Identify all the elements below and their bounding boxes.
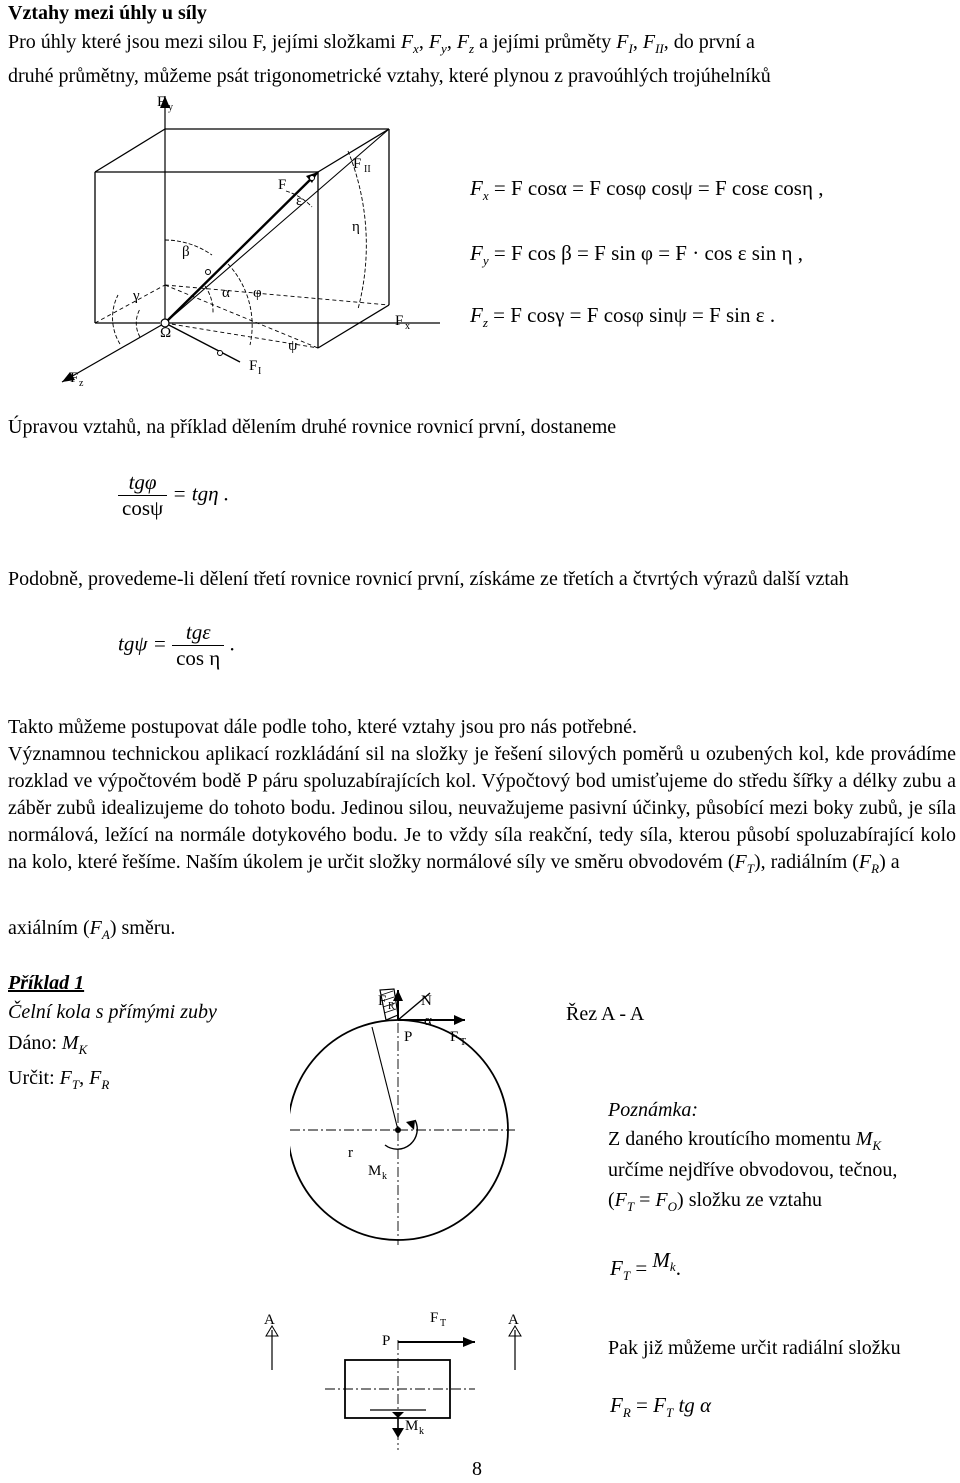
svg-text:T: T: [460, 1037, 467, 1048]
fy-symbol: $F_y$: [428, 31, 447, 56]
section-label-rez: Řez A - A: [566, 1003, 645, 1025]
g-p: P: [404, 1029, 413, 1045]
example-subtitle: Čelní kola s přímými zuby: [8, 1001, 217, 1023]
sec-a-left: A: [264, 1312, 275, 1328]
label-fz: F: [70, 370, 79, 386]
fii-symbol: $F_{II}$: [642, 31, 664, 56]
formula-ft: $F_T = M^k$.: [610, 1248, 681, 1283]
page-number: 8: [472, 1458, 482, 1480]
note-line-1: Z daného kroutícího momentu $M_K$: [608, 1128, 882, 1153]
label-epsilon: ε: [296, 193, 303, 209]
note-title: Poznámka:: [608, 1099, 698, 1121]
intro-text-3: , do první a: [663, 31, 755, 53]
equation-fz: $F_z = F$ cosγ = F cosφ sinψ = F sin ε .: [470, 303, 776, 330]
sec-ft: F: [430, 1310, 439, 1326]
paragraph-takto-3: axiálním $(F_A)$ směru.: [8, 917, 176, 942]
paragraph-takto-1: Takto můžeme postupovat dále podle toho, které vztahy jsou pro nás potřebné.: [8, 716, 637, 738]
fz-symbol: $F_z$: [456, 31, 475, 56]
g-fr: F: [378, 993, 387, 1009]
label-fi-sub: I: [258, 366, 262, 377]
fi-symbol: $F_I$: [616, 31, 633, 56]
svg-text:k: k: [419, 1426, 424, 1437]
label-omega: Ω: [160, 325, 172, 341]
sec-p: P: [382, 1333, 391, 1349]
paragraph-takto-2: Významnou technickou aplikací rozkládání sil na složky je řešení silových poměrů u ozubených kol, kde provádíme rozklad ve výpočtovém bodě P páru spoluzabírajících kol. Výpočtový bod umisťujeme do středu šířky a délky zubu a záběr zubů idealizujeme do tohoto bodu. Jedinou silou, neuvažujeme pasivní účinky, působící mezi boky zubů, je síla normálová, ležící na normále dotykového bodu. Je to vždy síla reakční, tedy síla, kterou působí spoluzabírající kolo na kolo, které řešíme. Naším úkolem je určit složky normálové síly ve směru obvodovém $(F_T)$, radiálním $(F_R)$ a: [8, 743, 956, 876]
g-mk: M: [368, 1163, 382, 1179]
sec-mk: M: [405, 1418, 419, 1434]
paragraph-uprava: Úpravou vztahů, na příklad dělením druhé rovnice rovnicí první, dostaneme: [8, 416, 617, 438]
paragraph-podobne: Podobně, provedeme-li dělení třetí rovnice rovnicí první, získáme ze třetích a čtvrtých výrazů další vztah: [8, 568, 849, 590]
fx-symbol: $F_x$: [400, 31, 419, 56]
g-r: r: [348, 1145, 353, 1161]
note-line-3: $(F_T = F_O)$ složku ze vztahu: [608, 1189, 822, 1214]
label-fx: F: [395, 313, 404, 329]
label-alpha: α: [222, 285, 230, 301]
force-decomposition-diagram: [0, 90, 460, 395]
label-phi: φ: [253, 285, 262, 301]
example-title: Příklad 1: [8, 972, 85, 994]
formula-tg-psi: tgψ = $\frac{\text{tgε}}{\text{cos η}}$ .: [118, 620, 235, 670]
example-dano: Dáno: $M_K$: [8, 1032, 88, 1057]
equation-fy: $F_y = F$ cos β = F sin φ = F · cos ε sin η ,: [470, 241, 804, 268]
svg-text:R: R: [388, 1001, 395, 1012]
formula-fr: $F_R = F_T$ tg α: [610, 1393, 712, 1420]
g-alpha: α: [424, 1013, 432, 1029]
label-fii: F: [353, 156, 362, 172]
gear-diagram: [290, 985, 520, 1250]
equation-fx: $F_x = F$ cosα = F cosφ cosψ = F cosε cosη ,: [470, 176, 824, 203]
label-beta: β: [182, 244, 190, 260]
note-line-4: Pak již můžeme určit radiální složku: [608, 1337, 901, 1359]
g-n: N: [421, 993, 432, 1009]
section-heading: Vztahy mezi úhly u síly: [8, 2, 207, 24]
label-gamma: γ: [133, 288, 140, 304]
label-fy: F: [157, 94, 166, 110]
note-line-2: určíme nejdříve obvodovou, tečnou,: [608, 1159, 898, 1181]
example-urcit: Určit: $F_T$, $F_R$: [8, 1067, 110, 1092]
intro-text-2: a jejími průměty: [479, 31, 612, 53]
intro-text-1: Pro úhly které jsou mezi silou F, jejími složkami: [8, 31, 396, 53]
intro-line-1: Pro úhly které jsou mezi silou F, jejími složkami $F_x$, $F_y$, $F_z$ a jejími průměty $F_I$, $F_{II}$, do první a: [8, 31, 755, 56]
label-f: F: [278, 177, 287, 193]
g-ft: F: [450, 1029, 459, 1045]
intro-line-2: druhé průmětny, můžeme psát trigonometrické vztahy, které plynou z pravoúhlých trojúhelníků: [8, 65, 771, 87]
label-fy-sub: y: [168, 102, 173, 113]
formula-tg-eta: $\frac{\text{tgφ}}{\cos\psi}$ = tgη .: [118, 470, 229, 521]
svg-text:k: k: [382, 1171, 387, 1182]
label-fx-sub: x: [405, 321, 410, 332]
label-eta: η: [352, 219, 360, 235]
section-diagram: [250, 1300, 570, 1455]
sec-a-right: A: [508, 1312, 519, 1328]
label-psi: ψ: [288, 338, 298, 354]
label-fii-sub: II: [364, 164, 371, 175]
svg-text:T: T: [440, 1318, 447, 1329]
label-fi: F: [249, 358, 258, 374]
label-fz-sub: z: [79, 378, 84, 389]
